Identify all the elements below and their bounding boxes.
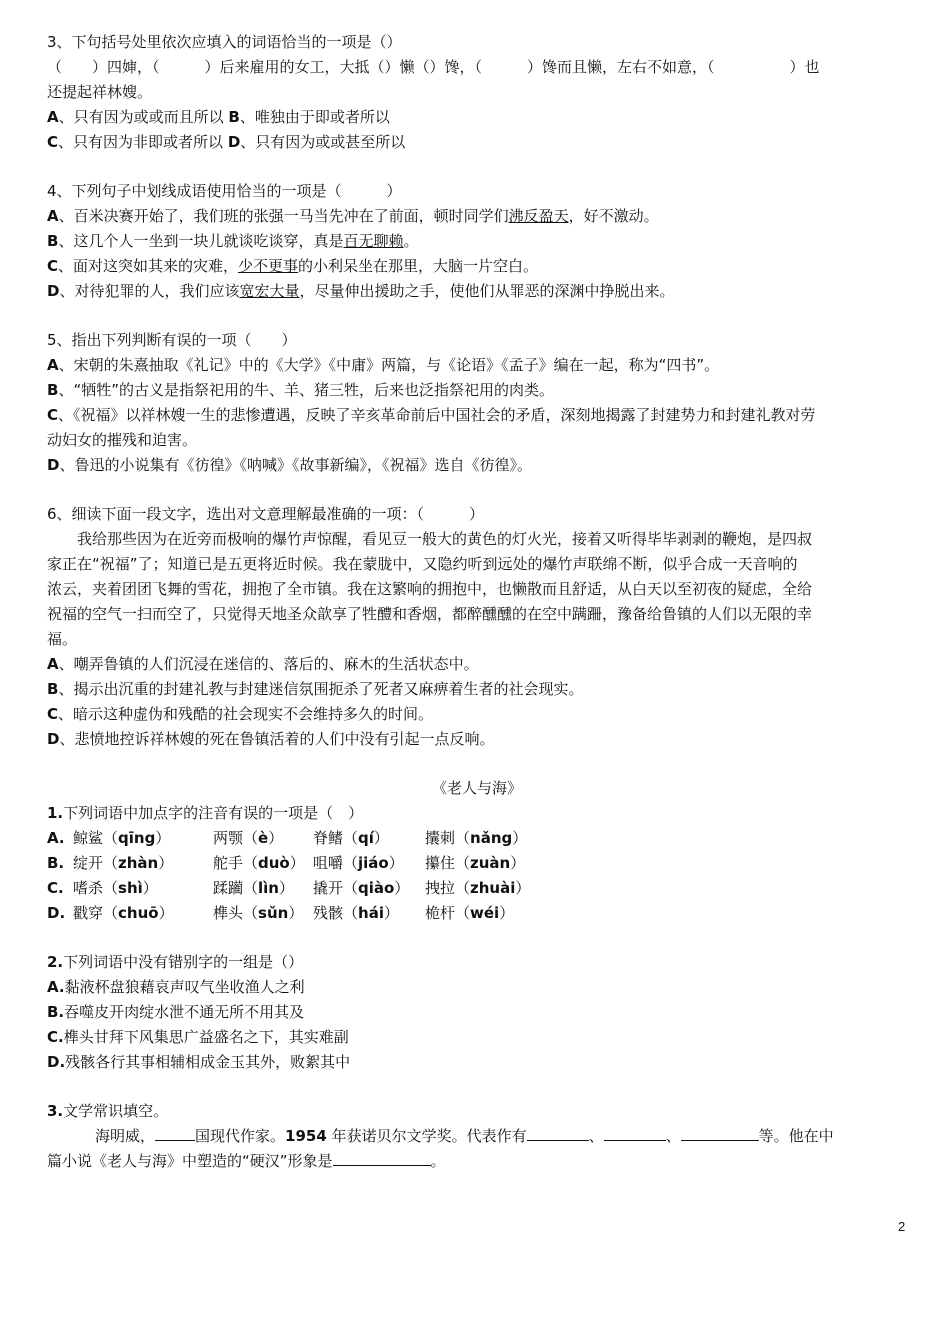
word-text: 攮刺（ (425, 829, 471, 847)
option-label: B (228, 108, 240, 126)
option-label: D (47, 282, 60, 300)
s1-row-c (47, 876, 907, 901)
q4-option-a (47, 204, 907, 229)
pinyin-item (313, 901, 425, 926)
s3-line-1 (47, 1124, 907, 1149)
option-text: 、揭示出沉重的封建礼教与封建迷信氛围扼杀了死者又麻痹着生者的社会现实。 (58, 680, 584, 698)
option-text: 、宋朝的朱熹抽取《礼记》中的《大学》《中庸》两篇，与《论语》《孟子》编在一起，称为“四书”。 (58, 356, 720, 374)
s2-option-d (47, 1050, 907, 1075)
question-number: 1. (47, 804, 64, 822)
fill-blank[interactable] (155, 1124, 195, 1141)
q6-option-c (47, 702, 907, 727)
fill-blank[interactable] (681, 1124, 759, 1141)
q6-option-b (47, 677, 907, 702)
option-text: 残骸各行其事相辅相成金玉其外，败絮其中 (65, 1053, 351, 1071)
word-text: 脊鳍（ (313, 829, 359, 847)
question-number: 3. (47, 1102, 64, 1120)
option-text: 、面对这突如其来的灾难， (58, 257, 239, 275)
bracket-text: ） (155, 829, 171, 847)
s1-row-a (47, 826, 907, 851)
bracket-text: ） (394, 879, 410, 897)
pinyin-item (213, 851, 313, 876)
option-text: 、鲁迅的小说集有《彷徨》《呐喊》《故事新编》，《祝福》选自《彷徨》。 (59, 456, 532, 474)
q6-option-a (47, 652, 907, 677)
s3-line-2 (47, 1149, 907, 1174)
option-text: 、暗示这种虚伪和残酷的社会现实不会维持多久的时间。 (58, 705, 434, 723)
bracket-text: ） (515, 879, 531, 897)
option-label: B. (47, 1003, 65, 1021)
q6-option-d (47, 727, 907, 752)
word-text: 残骸（ (313, 904, 359, 922)
q5-option-d (47, 453, 907, 478)
pinyin-text: jiáo (358, 854, 389, 872)
year-text: 1954 (285, 1127, 327, 1145)
option-label: A (47, 655, 59, 673)
bracket-text: ） (142, 879, 158, 897)
option-label: A. (47, 978, 65, 996)
option-text: 、对待犯罪的人，我们应该 (59, 282, 240, 300)
pinyin-item (425, 901, 555, 926)
q6-passage-line: 家正在“祝福”了；知道已是五更将近时候。我在蒙胧中，又隐约听到远处的爆竹声联绵不断，似乎合成一天音响的 (47, 555, 798, 573)
q4-option-b (47, 229, 907, 254)
option-label: D. (47, 904, 66, 922)
fill-text: 等。他在中 (758, 1127, 834, 1145)
pinyin-text: è (258, 829, 269, 847)
q5-title: 5、指出下列判断有误的一项（ ） (47, 331, 297, 349)
word-text: 拽拉（ (425, 879, 471, 897)
pinyin-text: lìn (258, 879, 279, 897)
option-label: D (47, 730, 60, 748)
pinyin-item (213, 826, 313, 851)
option-label: C (47, 705, 59, 723)
word-text: 榫头（ (213, 904, 259, 922)
pinyin-text: qí (358, 829, 374, 847)
s3-title (47, 1099, 907, 1124)
option-text: 。 (403, 232, 419, 250)
bracket-text: ） (512, 829, 528, 847)
bracket-text: ） (510, 854, 526, 872)
s1-title (47, 801, 907, 826)
option-label: A. (47, 829, 65, 847)
section-title: 《老人与海》 (431, 779, 522, 797)
pinyin-item (73, 851, 213, 876)
q3-title: 3、下句括号处里依次应填入的词语恰当的一项是（） (47, 33, 402, 51)
word-text: 蹂躏（ (213, 879, 259, 897)
option-label: B (47, 232, 59, 250)
option-label: A (47, 356, 59, 374)
pinyin-text: shì (118, 879, 143, 897)
bracket-text: ） (499, 904, 515, 922)
s2-option-c (47, 1025, 907, 1050)
option-label: B (47, 680, 59, 698)
pinyin-item (313, 826, 425, 851)
bracket-text: ） (383, 904, 399, 922)
fill-blank[interactable] (527, 1124, 589, 1141)
underlined-idiom: 宽宏大量 (239, 282, 300, 300)
option-text: ，好不激动。 (568, 207, 659, 225)
q5-option-b (47, 378, 907, 403)
pinyin-item (73, 901, 213, 926)
option-text: 吞噬皮开肉绽水泄不通无所不用其及 (64, 1003, 305, 1021)
q5-option-c (47, 403, 907, 428)
q6-passage-line: 浓云，夹着团团飞舞的雪花，拥抱了全市镇。我在这繁响的拥抱中，也懒散而且舒适，从白天以至初夜的疑虑，全给 (47, 580, 813, 598)
pinyin-text: nǎng (470, 829, 513, 847)
q3-option-c (47, 130, 907, 155)
option-text: 榫头甘拜下风集思广益盛名之下，其实难副 (63, 1028, 349, 1046)
bracket-text: ） (288, 904, 304, 922)
pinyin-item (213, 901, 313, 926)
option-label: D. (47, 1053, 66, 1071)
bracket-text: ） (278, 879, 294, 897)
s2-option-a (47, 975, 907, 1000)
word-text: 舵手（ (213, 854, 259, 872)
option-label: C (47, 406, 59, 424)
option-text: 、只有因为非即或者所以 (58, 133, 224, 151)
word-text: 绽开（ (73, 854, 119, 872)
option-label: A (47, 207, 59, 225)
q3-line-2: 还提起祥林嫂。 (47, 83, 153, 101)
option-text: 、这几个人一坐到一块儿就谈吃谈穿，真是 (58, 232, 344, 250)
s2-title (47, 950, 907, 975)
bracket-text: ） (158, 904, 174, 922)
pinyin-item (73, 876, 213, 901)
q6-title: 6、细读下面一段文字，选出对文意理解最准确的一项：（ ） (47, 505, 485, 523)
bracket-text: ） (268, 829, 284, 847)
pinyin-text: zuàn (470, 854, 511, 872)
option-label: D (47, 456, 60, 474)
option-label: C. (47, 879, 64, 897)
document-page (47, 30, 907, 1174)
q6-passage-line: 祝福的空气一扫而空了，只觉得天地圣众歆享了牲醴和香烟，都醉醺醺的在空中蹒跚，豫备给鲁镇的人们以无限的幸 (47, 605, 813, 623)
option-text: 、《祝福》以祥林嫂一生的悲惨遭遇，反映了辛亥革命前后中国社会的矛盾，深刻地揭露了封建势力和封建礼教对劳 (58, 406, 816, 424)
pinyin-text: qīng (118, 829, 156, 847)
option-label: B. (47, 854, 65, 872)
fill-text: 篇小说《老人与海》中塑造的“硬汉”形象是 (47, 1152, 333, 1170)
s1-row-b (47, 851, 907, 876)
pinyin-text: zhàn (118, 854, 159, 872)
underlined-idiom: 少不更事 (238, 257, 299, 275)
q3-line-1: （ ）四婶，（ ）后来雇用的女工，大抵（）懒（）馋，（ ）馋而且懒，左右不如意，（ ）也 (47, 58, 820, 76)
option-label: C. (47, 1028, 64, 1046)
bracket-text: ） (289, 854, 305, 872)
fill-text: 。 (430, 1152, 446, 1170)
s1-row-d (47, 901, 907, 926)
word-text: 撬开（ (313, 879, 359, 897)
pinyin-text: hái (358, 904, 384, 922)
option-text: ，尽量伸出援助之手，使他们从罪恶的深渊中挣脱出来。 (299, 282, 675, 300)
underlined-idiom: 沸反盈天 (508, 207, 569, 225)
option-text: 、悲愤地控诉祥林嫂的死在鲁镇活着的人们中没有引起一点反响。 (59, 730, 495, 748)
separator: 、 (588, 1127, 604, 1145)
pinyin-item (213, 876, 313, 901)
pinyin-text: duò (258, 854, 290, 872)
q5-option-a (47, 353, 907, 378)
question-text: 下列词语中没有错别字的一组是（） (63, 953, 304, 971)
pinyin-text: chuō (118, 904, 159, 922)
bracket-text: ） (158, 854, 174, 872)
pinyin-text: zhuài (470, 879, 516, 897)
pinyin-text: wéi (470, 904, 500, 922)
option-label: A (47, 108, 59, 126)
option-text: 、只有因为或或而且所以 (58, 108, 224, 126)
pinyin-item (425, 851, 555, 876)
word-text: 鲸鲨（ (73, 829, 119, 847)
option-text: 的小利呆坐在那里，大脑一片空白。 (298, 257, 539, 275)
word-text: 咀嚼（ (313, 854, 359, 872)
pinyin-item (425, 876, 555, 901)
word-text: 两颚（ (213, 829, 259, 847)
option-label: C (47, 133, 59, 151)
pinyin-item (313, 851, 425, 876)
q4-option-d (47, 279, 907, 304)
question-number: 2. (47, 953, 64, 971)
option-label: D (227, 133, 241, 151)
word-text: 攥住（ (425, 854, 471, 872)
question-text: 文学常识填空。 (63, 1102, 169, 1120)
s2-option-b (47, 1000, 907, 1025)
option-text: 、“牺牲”的古义是指祭祀用的牛、羊、猪三牲，后来也泛指祭祀用的肉类。 (58, 381, 554, 399)
pinyin-item (73, 826, 213, 851)
option-text: 动妇女的摧残和迫害。 (47, 431, 198, 449)
q6-passage-line: 我给那些因为在近旁而极响的爆竹声惊醒，看见豆一般大的黄色的灯火光，接着又听得毕毕剥剥的鞭炮，是四叔 (77, 530, 813, 548)
fill-text: 国现代作家。 (195, 1127, 286, 1145)
q5-option-c-cont (47, 428, 907, 453)
option-text: 、只有因为或或甚至所以 (240, 133, 406, 151)
page-number: 2 (898, 1219, 906, 1234)
bracket-text: ） (373, 829, 389, 847)
option-text: 黏液杯盘狼藉哀声叹气坐收渔人之利 (64, 978, 305, 996)
word-text: 桅杆（ (425, 904, 471, 922)
word-text: 戳穿（ (73, 904, 119, 922)
word-text: 嗜杀（ (73, 879, 119, 897)
q4-title: 4、下列句子中划线成语使用恰当的一项是（ ） (47, 182, 402, 200)
q4-option-c (47, 254, 907, 279)
pinyin-item (313, 876, 425, 901)
fill-blank[interactable] (333, 1149, 431, 1166)
pinyin-text: qiào (358, 879, 395, 897)
pinyin-item (425, 826, 555, 851)
fill-blank[interactable] (604, 1124, 666, 1141)
question-text: 下列词语中加点字的注音有误的一项是（ ） (63, 804, 364, 822)
bracket-text: ） (388, 854, 404, 872)
option-text: 、百米决赛开始了，我们班的张强一马当先冲在了前面，顿时同学们 (58, 207, 509, 225)
fill-text: 海明威， (95, 1127, 156, 1145)
underlined-idiom: 百无聊赖 (343, 232, 404, 250)
q3-option-a (47, 105, 907, 130)
option-text: 、唯独由于即或者所以 (239, 108, 390, 126)
q6-passage-line: 福。 (47, 630, 78, 648)
pinyin-text: sǔn (258, 904, 289, 922)
separator: 、 (665, 1127, 681, 1145)
option-text: 、嘲弄鲁镇的人们沉浸在迷信的、落后的、麻木的生活状态中。 (58, 655, 479, 673)
fill-text: 年获诺贝尔文学奖。代表作有 (331, 1127, 527, 1145)
option-label: B (47, 381, 59, 399)
option-label: C (47, 257, 59, 275)
